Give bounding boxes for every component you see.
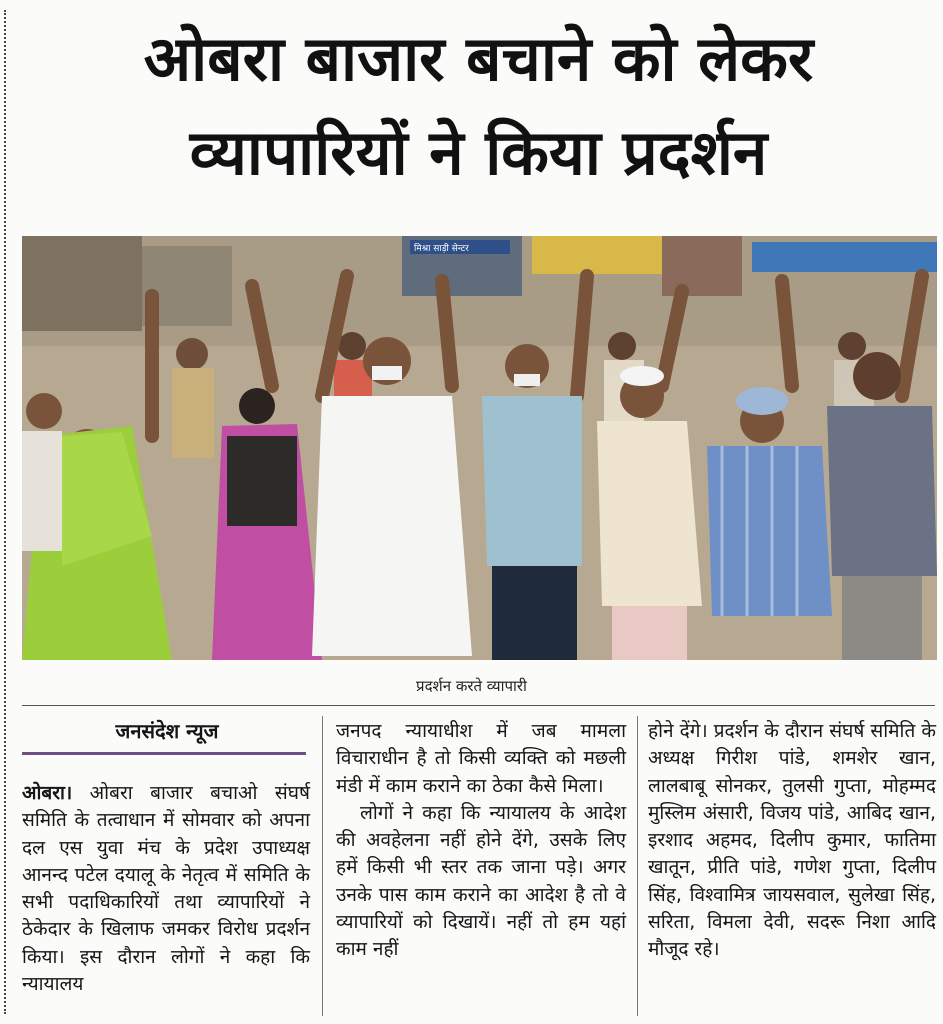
article-paragraph: होने देंगे। प्रदर्शन के दौरान संघर्ष समिति के अध्यक्ष गिरीश पांडे, शमशेर खान, लालबाबू सोनकर, तुलसी गुप्ता, मोहम्मद मुस्लिम अंसारी, विजय पांडे, आबिद खान, इरशाद अहमद, दिलीप कुमार, फातिमा खातून, प्रीति पांडे, गणेश गुप्ता, दिलीप सिंह, विश्वामित्र जायसवाल, सुलेखा सिंह, सरिता, विमला देवी, सदरू निशा आदि मौजूद रहे। xyxy=(648,720,936,961)
article-top-rule xyxy=(22,705,935,706)
shop-sign-text: मिश्रा साड़ी सेन्टर xyxy=(414,244,469,254)
article-text: ओबरा बाजार बचाओ संघर्ष समिति के तत्वाधान में सोमवार को अपना दल एस युवा मंच के प्रदेश उपाध्यक्ष आनन्द पटेल दयालू के नेतृत्व में समिति के सभी पदाधिकारियों तथा व्यापारियों ने ठेकेदार के खिलाफ जमकर विरोध प्रदर्शन किया। इस दौरान लोगों ने कहा कि न्यायालय xyxy=(22,782,310,996)
news-photo xyxy=(22,236,937,660)
article-column-2 xyxy=(336,718,626,964)
article-column-1 xyxy=(22,780,310,998)
column-divider xyxy=(637,716,638,1016)
dateline: ओबरा। xyxy=(22,782,73,804)
page-edge-dotted-line xyxy=(4,10,6,1014)
article-column-3 xyxy=(648,718,936,964)
article-paragraph: जनपद न्यायाधीश में जब मामला विचाराधीन है तो किसी व्यक्ति को मछली मंडी में काम कराने का ठेका कैसे मिला। xyxy=(336,720,626,797)
headline-line-1: ओबरा बाजार बचाने को लेकर xyxy=(143,22,814,95)
article-paragraph: लोगों ने कहा कि न्यायालय के आदेश की अवहेलना नहीं होने देंगे, उसके लिए हमें किसी भी स्तर तक जाना पड़े। अगर उनके पास काम कराने का आदेश है तो वे व्यापारियों को दिखायें। नहीं तो हम यहां काम नहीं xyxy=(336,801,626,961)
byline: जनसंदेश न्यूज xyxy=(115,719,219,743)
column-divider xyxy=(322,716,323,1016)
protest-photo-illustration xyxy=(22,236,937,660)
headline-line-2: व्यापारियों ने किया प्रदर्शन xyxy=(189,116,768,189)
photo-caption: प्रदर्शन करते व्यापारी xyxy=(416,677,527,695)
byline-underline xyxy=(22,752,306,755)
